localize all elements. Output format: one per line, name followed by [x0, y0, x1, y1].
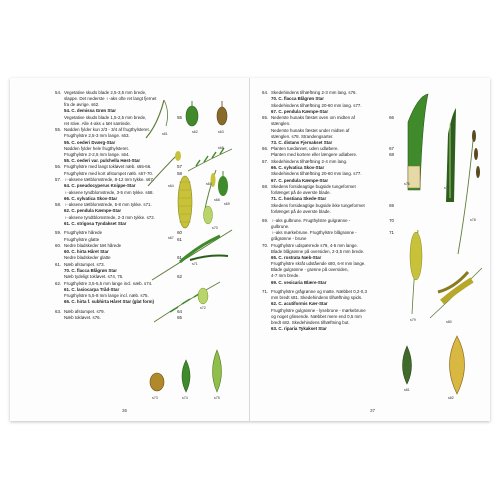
figure-label: s62	[192, 130, 198, 134]
key-entry-number	[55, 190, 64, 196]
key-entry	[262, 218, 394, 230]
key-goto-number: 55	[177, 114, 182, 120]
key-entry	[55, 140, 182, 146]
key-entry	[262, 196, 394, 202]
key-entry-body	[271, 128, 394, 140]
key-entry	[55, 196, 182, 202]
key-entry-line: bredt s82. Skedehindens tilhæftning but.	[271, 319, 350, 325]
key-goto-number: 68	[389, 152, 394, 158]
key-goto-number: 62	[177, 274, 182, 280]
key-entry-line: Frugthylstre 2,5-3 mm lange. s63.	[64, 133, 130, 139]
key-entry-line: gulbrune.	[271, 223, 290, 229]
key-entry-line: ♀-aks mørkebrune. Frugthylstre blågrønne -	[271, 230, 357, 236]
key-entry-number: 55.	[55, 127, 62, 133]
key-entry-line: forlænget på de øverste blade.	[271, 189, 331, 195]
key-species-name: 61. C. strigosa Tyndakset Star	[64, 220, 127, 226]
key-entry-line: Frugthylstre glatte	[64, 236, 100, 242]
key-species-name: 69. C. vesicaria Blære-Star	[271, 279, 327, 285]
key-entry	[262, 255, 394, 261]
illustration-utricle-s81	[398, 344, 416, 386]
key-entry-number	[55, 255, 64, 261]
figure-label: s78	[470, 218, 476, 222]
key-entry-number: 69.	[262, 217, 269, 223]
key-entry	[262, 184, 394, 196]
key-entry-number	[262, 128, 271, 140]
key-entry-number	[262, 196, 271, 202]
figure-label: s77	[444, 186, 450, 190]
key-entry-number	[262, 280, 271, 286]
illustration-utricle-s82	[442, 334, 472, 396]
key-species-name: 70. C. flacca Blågrøn Star	[271, 96, 324, 102]
figure-label: s63	[218, 130, 224, 134]
key-goto-number: 58	[177, 170, 182, 176]
key-entry-line: Næb tydeligt tokløvet. s74, 75.	[64, 274, 124, 280]
key-entry-number	[262, 301, 271, 307]
key-goto-number: 65	[177, 314, 182, 320]
figure-label: s73	[152, 396, 158, 400]
key-entry-line: Skedehindens tilhæftning 20-60 mm lang. s77.	[271, 171, 362, 177]
key-entry-line: stænglen. s78. Strandengsarter.	[271, 133, 334, 139]
key-entry-body	[271, 90, 394, 96]
key-entry-body	[64, 215, 182, 221]
key-species-name: 66. C. sylvatica Skov-Star	[64, 195, 118, 201]
key-entry-number	[55, 221, 64, 227]
illustration-sheath-s76	[398, 92, 434, 192]
key-entry	[262, 152, 394, 158]
illustration-utricle-s69	[216, 170, 230, 198]
key-species-name: 55. C. oederi var. pulchella Høst-Star	[64, 158, 141, 164]
key-entry-line: slappe. Det nederste ♀-aks ofte ret langt fjernet	[64, 96, 157, 102]
figure-label: s64	[168, 184, 174, 188]
key-entry-line: Frugthylstre 2-2,5 mm lange. s64.	[64, 151, 130, 157]
illustration-utricle-s64	[212, 100, 232, 130]
key-entry-line: Næb tokløvet. s76.	[64, 314, 101, 320]
key-entry	[262, 261, 394, 279]
key-entry-number	[55, 293, 64, 299]
key-entry-body	[271, 165, 394, 171]
key-entry	[262, 159, 394, 165]
key-entry-number: 64.	[262, 90, 269, 95]
key-goto-number: 61	[177, 255, 182, 261]
figure-label: s82	[448, 396, 454, 400]
key-entry-number	[55, 196, 64, 202]
key-entry-line: Nedre bladskeder tæt hårede	[64, 242, 122, 248]
key-entry-line: ♀-aksene tyndtblomstrede, 2-3 mm tykke. s72.	[64, 214, 155, 220]
key-entry-number: 62.	[55, 280, 62, 286]
key-entry-number: 58.	[55, 202, 62, 208]
figure-label: s70	[212, 226, 218, 230]
key-entry-number: 66.	[262, 146, 269, 152]
key-entry	[55, 215, 182, 221]
key-entry	[262, 289, 394, 301]
key-entry	[262, 280, 394, 286]
key-entry-line: Nederste hunaks fæstet oven om midten af	[271, 115, 355, 121]
key-entry-line: Frugthylstre 3,5-5,5 mm lange incl. næb. s74.	[64, 280, 153, 286]
key-entry-line: Blade blågrønne på oversiden, 2-3,5 mm brede.	[271, 248, 365, 254]
illustration-spike-s79	[398, 226, 428, 316]
key-entry	[262, 326, 394, 332]
illustration-utricle-s73b	[148, 366, 166, 394]
key-entry-number: 67.	[262, 158, 269, 164]
key-entry	[262, 178, 394, 184]
key-entry-number	[262, 326, 271, 332]
key-entry-number	[55, 171, 64, 177]
key-goto-number: 71	[389, 230, 394, 236]
key-entry-line: fra de øvrige. s62.	[64, 102, 100, 108]
figure-label: s65	[206, 182, 212, 186]
figure-label: s66	[218, 146, 224, 150]
key-entry-line: Nødden fylder hele frugthylsteret.	[64, 145, 129, 151]
illustration-utricle-s74	[178, 358, 194, 394]
key-entry-number	[262, 103, 271, 109]
key-entry-body	[271, 203, 394, 215]
identification-key-right	[262, 90, 394, 332]
key-species-name: 62. C. pendula Kæmpe-Star	[64, 208, 122, 214]
key-entry-number	[262, 96, 271, 102]
illustration-utricle-s63	[182, 100, 202, 130]
key-entry	[55, 208, 182, 214]
key-entry-line: ♀-aksene tætblomstrede, 5-8 mm tykke. s71.	[64, 202, 152, 208]
key-entry-number: 56.	[55, 164, 62, 170]
key-goto-number: 66	[389, 115, 394, 121]
key-entry	[262, 140, 394, 146]
key-entry-body	[271, 261, 394, 279]
key-entry-body	[271, 109, 394, 115]
key-entry-body	[64, 208, 182, 214]
key-species-name: 60. C. hirta Håret Star	[64, 249, 109, 255]
key-species-name: 67. C. pendula Kæmpe-Star	[271, 108, 329, 114]
key-entry-number	[55, 274, 64, 280]
key-entry-number	[55, 108, 64, 114]
key-entry-line: Planten med kortere eller længere udløbere.	[271, 152, 358, 158]
key-species-name: 70. C. flacca Blågrøn Star	[64, 267, 117, 273]
key-entry-body	[64, 202, 182, 208]
key-entry-line: ♀-aks gulbrune. Frugthylstre gulgrønne -	[271, 217, 351, 223]
key-entry-number	[55, 146, 64, 158]
key-entry-number	[55, 249, 64, 255]
key-entry-line: Frugthylstre 5,5-8 mm lange incl. næb. s75.	[64, 293, 149, 299]
key-entry-line: forlænget på de øverste blade.	[271, 208, 331, 214]
key-entry-number	[55, 183, 64, 189]
illustration-pendula-s71	[150, 226, 234, 282]
illustration-strigosa-s72	[152, 276, 222, 324]
key-entry-line: Skedehindens tilhæftning 2-4 mm lang.	[271, 158, 348, 164]
key-entry-line: Frugthylstre hårede	[64, 230, 103, 236]
key-entry-body	[271, 280, 394, 286]
key-entry-line: mm bredt s81. Skedehindens tilhæftning spids.	[271, 295, 363, 301]
key-species-name: 71. C. hostiana Skede-Star	[271, 196, 327, 202]
key-entry-line: Vegetative skuds blade 1,5-2,5 mm brede,	[64, 114, 147, 120]
key-species-name: 61. C. lasiocarpa Tråd-Star	[64, 286, 120, 292]
key-entry-body	[271, 301, 394, 307]
key-entry-line: Planten tuedannet, uden udløbere.	[271, 146, 339, 152]
key-entry-line: Frugthylstre skråt udstående s80, 6-8 mm lange.	[271, 261, 366, 267]
key-entry-number: 68.	[262, 183, 269, 189]
key-species-name: 62. C. acutiformis Kær-Star	[271, 301, 328, 307]
figure-label: s80	[446, 320, 452, 324]
key-goto-number: 61	[177, 236, 182, 242]
key-entry	[262, 146, 394, 152]
figure-label: s76	[404, 182, 410, 186]
key-entry-number	[262, 178, 271, 184]
illustration-utricle-s70	[202, 200, 214, 226]
key-entry-line: ♀-aksene tætblomstrede, 8-12 mm tykke. s67.	[64, 177, 155, 182]
key-entry-line: Blade gulgrønne - grønne på oversiden,	[271, 267, 349, 273]
figure-label: s68	[214, 198, 220, 202]
figure-label: s75	[214, 396, 220, 400]
key-entry-number	[55, 315, 64, 321]
key-entry	[262, 171, 394, 177]
key-entry-body	[64, 140, 182, 146]
key-entry-number	[55, 237, 64, 243]
key-goto-number: 60	[177, 230, 182, 236]
key-entry-line: Skedehindens tilhæftning 20-60 mm lang. s77.	[271, 102, 362, 108]
key-entry	[262, 109, 394, 115]
key-entry-body	[271, 159, 394, 165]
key-entry-line: Skedens forsideagtige bugside tungeformet	[271, 183, 356, 189]
key-entry	[262, 230, 394, 242]
key-entry-body	[271, 152, 394, 158]
key-entry	[262, 90, 394, 96]
key-entry	[262, 203, 394, 215]
illustration-utricle-s73	[196, 284, 210, 306]
key-entry-number	[55, 268, 64, 274]
key-entry-line: Skedens forsideagtige bugside ikke tungeformet	[271, 202, 365, 208]
key-entry	[262, 243, 394, 255]
figure-label: s71	[192, 262, 198, 266]
key-entry-number	[262, 140, 271, 146]
key-entry-line: ♀-aksene tyndblomstrede, 3-5 mm tykke. s68.	[64, 189, 154, 195]
key-entry-number	[55, 287, 64, 293]
key-entry	[262, 165, 394, 171]
key-species-name: 65. C. rostrata Næb-Star	[271, 255, 322, 260]
figure-label: s67	[168, 236, 174, 240]
key-entry-line: grågrønne - brune	[271, 236, 307, 242]
key-entry-line: Nødden fylder kun 2/3 - 3/4 af frugthylsteret.	[64, 127, 150, 133]
right-page-number: 37	[370, 408, 376, 413]
key-entry	[262, 115, 394, 127]
key-entry-number: 57.	[55, 177, 62, 182]
key-entry-body	[271, 289, 394, 301]
key-entry-body	[271, 115, 394, 127]
key-entry-number	[262, 109, 271, 115]
key-entry-body	[271, 230, 394, 242]
key-entry	[55, 190, 182, 196]
key-entry-line: 4-7 mm brede.	[271, 273, 300, 279]
book-gutter	[249, 78, 250, 421]
key-entry-line: Nedre bladskeder glatte	[64, 255, 111, 261]
key-entry-line: Nederste hunaks fæstet under midten af	[271, 127, 350, 133]
illustration-spike-s80	[428, 262, 484, 320]
key-entry-line: og noget glinsende. Næbbet mere end 0,5 mm	[271, 313, 362, 319]
key-entry-number	[262, 230, 271, 242]
key-entry	[55, 202, 182, 208]
key-entry-number	[55, 115, 64, 127]
key-entry-number: 71.	[262, 289, 269, 295]
key-entry-number: 65.	[262, 115, 269, 121]
key-entry-body	[271, 218, 394, 230]
key-species-name: 54. C. demissa Grøn Star	[64, 108, 116, 114]
key-entry-line: Næb afstumpet. s79.	[64, 308, 105, 314]
key-entry-number	[262, 171, 271, 177]
key-entry-body	[271, 184, 394, 196]
key-species-name: 66. C. sylvatica Skov-Star	[271, 165, 325, 170]
key-entry-line: stænglen.	[271, 121, 291, 127]
key-entry-body	[64, 190, 182, 196]
key-goto-number: 57	[177, 164, 182, 170]
key-entry-number	[262, 261, 271, 279]
key-entry-body	[271, 96, 394, 102]
key-species-name: 55. C. oederi Dværg-Star	[64, 139, 116, 145]
key-entry-number	[262, 203, 271, 215]
key-entry-line: Frugthylstre udspærrede s79, 4-5 mm lange.	[271, 242, 358, 248]
key-species-name: 64. C. pseudocyperus Knippe-Star	[64, 183, 136, 189]
key-goto-number: 64	[177, 308, 182, 314]
key-entry-line: Skedehindens tilhæftning 2-3 mm lang. s76.	[271, 90, 357, 95]
key-entry-body	[271, 103, 394, 109]
key-entry-body	[271, 243, 394, 255]
key-entry-body	[271, 146, 394, 152]
key-goto-number: 67	[389, 146, 394, 152]
key-entry-number	[55, 208, 64, 214]
key-entry-number: 61.	[55, 261, 62, 267]
key-entry-line: Næb afstumpet. s73.	[64, 261, 105, 267]
key-species-name: 73. C. distans Fjernakset Star	[271, 139, 333, 145]
key-entry	[262, 301, 394, 307]
key-entry-number	[262, 165, 271, 171]
key-entry-body	[271, 308, 394, 326]
key-entry-body	[271, 171, 394, 177]
key-entry-number	[262, 152, 271, 158]
left-page-number: 36	[122, 408, 128, 413]
key-entry-number: 59.	[55, 230, 62, 236]
figure-label: s79	[410, 318, 416, 322]
key-entry-number	[55, 215, 64, 221]
key-species-name: 65. C. hirta f. subhirta Håret Star (glat form)	[64, 299, 155, 305]
key-entry-line: Vegetative skuds blade 2,5-3,5 mm brede,	[64, 90, 147, 95]
key-entry-body	[271, 196, 394, 202]
key-entry-number	[262, 255, 271, 261]
figure-label: s72	[200, 306, 206, 310]
key-entry	[262, 128, 394, 140]
illustration-plant-s78	[454, 126, 484, 256]
figure-label: s61	[162, 132, 168, 136]
figure-label: s81	[404, 388, 410, 392]
key-goto-number: 70	[389, 217, 394, 223]
key-entry-line: Frugthylstre med kort afstumpet næb. s67-70.	[64, 170, 154, 176]
key-entry-number: 63.	[55, 308, 62, 314]
key-entry-body	[271, 255, 394, 261]
key-entry-number	[55, 158, 64, 164]
figure-label: s69	[224, 202, 230, 206]
key-entry-body	[271, 326, 394, 332]
key-entry-number: 60.	[55, 242, 62, 248]
key-entry-number	[55, 140, 64, 146]
key-entry-line: Frugthylstre med langt tokløvet næb. s65-66.	[64, 164, 152, 170]
illustration-spike-s67	[176, 172, 194, 232]
key-entry-line: ret stive. Alle 4-aks ± tæt samlede.	[64, 120, 132, 126]
key-entry	[262, 103, 394, 109]
key-entry-line: Frugthylstre grågrønne og matte. Næbbet 0,2-0,3	[271, 289, 367, 295]
key-entry-number: 54.	[55, 90, 62, 95]
key-entry-line: Frugthylstre gulgrønne - lysebrune - mørkebrune	[271, 307, 366, 313]
illustration-utricle-s75	[208, 348, 226, 394]
key-entry-body	[271, 178, 394, 184]
key-entry-body	[64, 196, 182, 202]
figure-label: s74	[182, 396, 188, 400]
key-entry-number: 70.	[262, 242, 269, 248]
key-species-name: 67. C. pendula Kæmpe-Star	[271, 177, 329, 183]
key-species-name: 63. C. riparia Tykakset Star	[271, 326, 327, 332]
key-entry	[262, 308, 394, 326]
key-entry-body	[271, 140, 394, 146]
key-entry-number	[262, 308, 271, 326]
key-entry	[262, 96, 394, 102]
key-goto-number: 69	[389, 202, 394, 208]
key-entry-number	[55, 299, 64, 305]
